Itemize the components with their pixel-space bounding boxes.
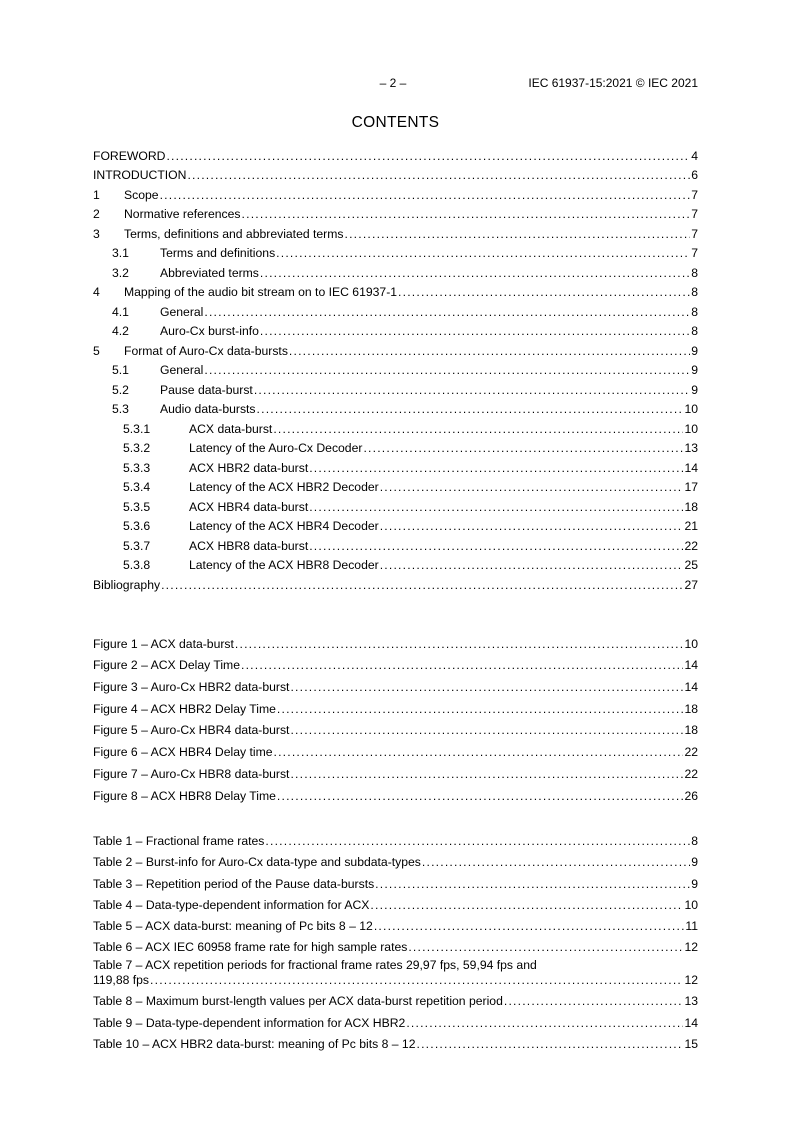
- toc-entry-title: Table 8 – Maximum burst-length values per ACX data-burst repetition period: [93, 994, 503, 1009]
- toc-entry-title: Terms and definitions: [160, 246, 276, 260]
- toc-entry-title: Auro-Cx burst-info: [160, 324, 259, 338]
- toc-entry[interactable]: [93, 224, 698, 244]
- toc-entry-title: Figure 6 – ACX HBR4 Delay time: [93, 745, 273, 760]
- toc-entry-page: 27: [684, 577, 698, 592]
- toc-entry[interactable]: [93, 872, 698, 893]
- dot-leader: [276, 246, 690, 260]
- toc-entry-title: Figure 3 – Auro-Cx HBR2 data-burst: [93, 680, 290, 695]
- toc-entry-title: FOREWORD: [93, 148, 166, 163]
- toc-entry-page: 10: [684, 636, 698, 651]
- toc-entry-title: Table 3 – Repetition period of the Pause data-bursts: [93, 876, 375, 891]
- toc-entry-page: 18: [684, 701, 698, 716]
- toc-entry-page: 10: [684, 897, 698, 912]
- toc-entry-number: 5.3.1: [123, 421, 151, 436]
- toc-entry-title: Bibliography: [93, 577, 161, 592]
- toc-entry-title: Figure 7 – Auro-Cx HBR8 data-burst: [93, 766, 290, 781]
- toc-entry-page: 8: [691, 285, 698, 299]
- toc-entry-number: 4.2: [112, 324, 129, 338]
- toc-entry-title: Table 5 – ACX data-burst: meaning of Pc bits 8 – 12: [93, 918, 373, 933]
- dot-leader: [274, 745, 684, 759]
- toc-entry-title: Table 2 – Burst-info for Auro-Cx data-type and subdata-types: [93, 855, 421, 870]
- toc-entry[interactable]: [93, 536, 698, 556]
- dot-leader: [380, 558, 684, 572]
- dot-leader: [380, 480, 684, 494]
- dot-leader: [235, 637, 684, 651]
- document-reference: IEC 61937-15:2021 © IEC 2021: [528, 76, 698, 90]
- toc-entry-page: 4: [691, 148, 698, 163]
- toc-entry-page: 18: [684, 723, 698, 738]
- toc-entry-page: 12: [684, 973, 698, 988]
- toc-entry[interactable]: [93, 632, 698, 654]
- toc-entry[interactable]: [93, 990, 698, 1011]
- dot-leader: [277, 789, 684, 803]
- toc-entry-number: 5.3.3: [123, 460, 151, 475]
- toc-entry-number: 5: [93, 343, 100, 358]
- toc-entry[interactable]: [93, 654, 698, 676]
- toc-entry-title: ACX HBR4 data-burst: [189, 499, 309, 514]
- dot-leader: [242, 207, 691, 221]
- toc-entry[interactable]: [93, 762, 698, 784]
- toc-entry-page: 15: [684, 1036, 698, 1051]
- dot-leader: [380, 519, 684, 533]
- dot-leader: [375, 877, 690, 891]
- toc-entry[interactable]: [93, 244, 698, 264]
- toc-entry[interactable]: [93, 936, 698, 957]
- toc-entry-page: 17: [684, 480, 698, 494]
- toc-entry-title: Normative references: [124, 207, 241, 221]
- dot-leader: [363, 441, 683, 455]
- toc-entry-title: Abbreviated terms: [160, 265, 259, 280]
- dot-leader: [408, 940, 683, 954]
- toc-entry-title: General: [160, 363, 204, 377]
- dot-leader: [290, 767, 683, 781]
- toc-entry-title: Table 9 – Data-type-dependent information for ACX HBR2: [93, 1015, 406, 1030]
- toc-entry-title: Figure 4 – ACX HBR2 Delay Time: [93, 701, 276, 716]
- dot-leader: [277, 702, 684, 716]
- toc-entry-page: 7: [691, 187, 698, 202]
- toc-entry[interactable]: [93, 894, 698, 915]
- dot-leader: [204, 305, 690, 319]
- toc-entry-number: 2: [93, 207, 100, 221]
- toc-entry[interactable]: [93, 205, 698, 225]
- toc-entry[interactable]: [93, 497, 698, 517]
- toc-entry-number: 4: [93, 285, 100, 299]
- toc-entry-page: 9: [691, 876, 698, 891]
- toc-entry-title: Mapping of the audio bit stream on to IEC 61937-1: [124, 285, 398, 299]
- toc-entry[interactable]: [93, 830, 698, 851]
- toc-entry-page: 9: [691, 363, 698, 377]
- dot-leader: [166, 149, 690, 163]
- dot-leader: [204, 363, 690, 377]
- page-header: [93, 76, 698, 92]
- toc-entry[interactable]: [93, 439, 698, 459]
- toc-entry-title: Audio data-bursts: [160, 402, 256, 416]
- toc-entry[interactable]: [93, 784, 698, 806]
- toc-entry-page: 10: [684, 402, 698, 416]
- toc-entry-number: 5.3.5: [123, 499, 151, 514]
- toc-entry[interactable]: [93, 517, 698, 537]
- toc-entry-page: 22: [684, 538, 698, 553]
- toc-entry[interactable]: [93, 719, 698, 741]
- toc-entry[interactable]: [93, 478, 698, 498]
- toc-entry[interactable]: [93, 575, 698, 595]
- dot-leader: [309, 539, 683, 553]
- toc-entry-title: Latency of the ACX HBR8 Decoder: [189, 558, 379, 572]
- toc-entry-page: 18: [684, 499, 698, 514]
- dot-leader: [260, 266, 690, 280]
- list-of-figures: [93, 632, 698, 806]
- toc-entry-page: 9: [691, 343, 698, 358]
- toc-entry-page: 26: [684, 788, 698, 803]
- dot-leader: [290, 723, 683, 737]
- toc-entry-page: 9: [691, 382, 698, 397]
- toc-entry[interactable]: [93, 1033, 698, 1054]
- dot-leader: [309, 461, 683, 475]
- dot-leader: [344, 227, 690, 241]
- dot-leader: [260, 324, 690, 338]
- dot-leader: [289, 344, 690, 358]
- toc-entry-page: 7: [691, 226, 698, 241]
- list-of-tables: [93, 830, 698, 1054]
- toc-entry-title: Figure 1 – ACX data-burst: [93, 636, 234, 651]
- toc-entry-title: Latency of the Auro-Cx Decoder: [189, 441, 363, 455]
- toc-entry[interactable]: [93, 851, 698, 872]
- toc-entry[interactable]: [93, 458, 698, 478]
- toc-entry-number: 3.2: [112, 265, 129, 280]
- page-number: – 2 –: [379, 76, 407, 90]
- toc-entry-title: 119,88 fps: [93, 973, 150, 988]
- toc-entry-page: 14: [684, 658, 698, 673]
- toc-entry-title: INTRODUCTION: [93, 168, 187, 182]
- toc-entry-page: 25: [684, 558, 698, 572]
- toc-entry-title: Figure 8 – ACX HBR8 Delay Time: [93, 788, 276, 803]
- toc-entry-page: 22: [684, 766, 698, 781]
- toc-entry-number: 5.1: [112, 363, 129, 377]
- toc-entry-page: 14: [684, 1015, 698, 1030]
- toc-entry-page: 13: [684, 441, 698, 455]
- toc-entry[interactable]: [93, 697, 698, 719]
- toc-entry-title: ACX HBR2 data-burst: [189, 460, 309, 475]
- toc-entry-page: 7: [691, 207, 698, 221]
- toc-entry[interactable]: [93, 185, 698, 205]
- dot-leader: [370, 898, 683, 912]
- toc-entry-title: Table 10 – ACX HBR2 data-burst: meaning of Pc bits 8 – 12: [93, 1036, 416, 1051]
- dot-leader: [241, 658, 683, 672]
- dot-leader: [504, 994, 684, 1008]
- toc-entry-title: Scope: [124, 187, 159, 202]
- toc-entry-number: 5.3.6: [123, 519, 151, 533]
- toc-entry[interactable]: [93, 361, 698, 381]
- toc-entry[interactable]: [93, 915, 698, 936]
- toc-entry-title: Format of Auro-Cx data-bursts: [124, 343, 288, 358]
- toc-entry-title: General: [160, 304, 204, 319]
- toc-entry[interactable]: [93, 419, 698, 439]
- toc-entry-page: 8: [691, 324, 698, 338]
- toc-entry-number: 3: [93, 226, 100, 241]
- dot-leader: [422, 855, 690, 869]
- toc-entry-page: 21: [684, 519, 698, 533]
- toc-entry-page: 10: [684, 421, 698, 436]
- dot-leader: [416, 1037, 683, 1051]
- dot-leader: [290, 680, 683, 694]
- toc-entry-title: ACX data-burst: [189, 421, 273, 436]
- toc-entry-page: 8: [691, 834, 698, 849]
- toc-entry-title: Table 1 – Fractional frame rates: [93, 834, 265, 849]
- toc-entry-number: 5.3.4: [123, 480, 151, 494]
- dot-leader: [150, 973, 683, 987]
- toc-entry-page: 11: [685, 918, 698, 933]
- dot-leader: [187, 168, 690, 182]
- toc-entry-title: ACX HBR8 data-burst: [189, 538, 309, 553]
- toc-entry-title: Figure 5 – Auro-Cx HBR4 data-burst: [93, 723, 290, 738]
- toc-entry-title: Figure 2 – ACX Delay Time: [93, 658, 240, 673]
- toc-entry-page: 14: [684, 460, 698, 475]
- toc-entry-number: 5.3.2: [123, 441, 151, 455]
- toc-entry-title: Latency of the ACX HBR2 Decoder: [189, 480, 379, 494]
- dot-leader: [257, 402, 684, 416]
- toc-entry-page: 7: [691, 246, 698, 260]
- toc-entry-number: 1: [93, 187, 100, 202]
- toc-entry-page: 14: [684, 680, 698, 695]
- toc-entry-page: 9: [691, 855, 698, 870]
- dot-leader: [374, 919, 685, 933]
- toc-entry-number: 4.1: [112, 304, 129, 319]
- toc-entry[interactable]: [93, 380, 698, 400]
- toc-entry[interactable]: [93, 556, 698, 576]
- dot-leader: [273, 422, 683, 436]
- toc-entry-title-line1: Table 7 – ACX repetition periods for fractional frame rates 29,97 fps, 59,94 fps and: [93, 958, 537, 973]
- toc-entry[interactable]: [93, 957, 698, 990]
- toc-entry[interactable]: [93, 302, 698, 322]
- toc-entry-number: 5.3.8: [123, 558, 151, 572]
- toc-entry[interactable]: [93, 322, 698, 342]
- toc-entry[interactable]: [93, 1011, 698, 1032]
- toc-entry-page: 8: [691, 265, 698, 280]
- dot-leader: [254, 383, 690, 397]
- toc-entry-page: 8: [691, 304, 698, 319]
- toc-entry[interactable]: [93, 675, 698, 697]
- toc-entry-title: Table 4 – Data-type-dependent information for ACX: [93, 897, 370, 912]
- toc-entry-title: Pause data-burst: [160, 382, 253, 397]
- toc-entry[interactable]: [93, 341, 698, 361]
- toc-entry[interactable]: [93, 146, 698, 166]
- dot-leader: [160, 188, 691, 202]
- toc-entry-title: Latency of the ACX HBR4 Decoder: [189, 519, 379, 533]
- toc-entry[interactable]: [93, 740, 698, 762]
- toc-entry-page: 22: [684, 745, 698, 760]
- toc-entry-number: 3.1: [112, 246, 129, 260]
- toc-entry[interactable]: [93, 263, 698, 283]
- toc-entry-title: Terms, definitions and abbreviated terms: [124, 226, 344, 241]
- toc-entry[interactable]: [93, 166, 698, 186]
- dot-leader: [406, 1016, 683, 1030]
- contents-title: CONTENTS: [351, 114, 440, 131]
- toc-entry-page: 13: [684, 994, 698, 1009]
- toc-entry-number: 5.3.7: [123, 538, 151, 553]
- table-of-contents: [93, 146, 698, 595]
- toc-entry[interactable]: [93, 400, 698, 420]
- toc-entry-title: Table 6 – ACX IEC 60958 frame rate for high sample rates: [93, 940, 408, 955]
- toc-entry-number: 5.3: [112, 402, 129, 416]
- toc-entry-number: 5.2: [112, 382, 129, 397]
- dot-leader: [265, 834, 690, 848]
- toc-entry-page: 6: [691, 168, 698, 182]
- toc-entry[interactable]: [93, 283, 698, 303]
- dot-leader: [161, 578, 683, 592]
- toc-entry-page: 12: [684, 940, 698, 955]
- dot-leader: [309, 500, 683, 514]
- dot-leader: [398, 285, 690, 299]
